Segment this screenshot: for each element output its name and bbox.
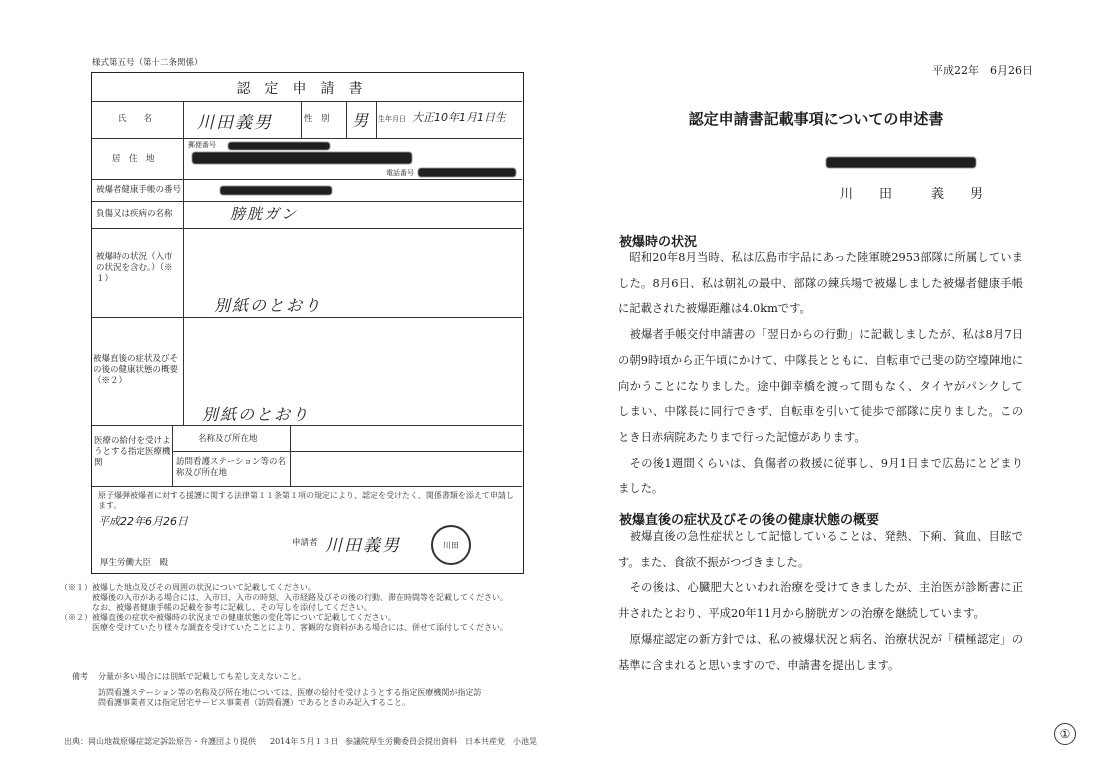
exposure-label: 被爆時の状況（入市の状況を含む。）（※１） [96,252,173,284]
note-line: 被爆後の入市がある場合には、入市日、入市の時刻、入市経路及びその後の行動、滞在時間等を記載してください。 [60,593,508,602]
name-value: 川田義男 [197,113,273,133]
address-label: 居 住 地 [112,154,155,164]
footer-material: 参議院厚生労働委員会提出資料 日本共産党 小池晃 [345,737,537,746]
birth-value: 大正10年1月1日生 [412,111,506,124]
visit-station-label: 訪問看護ステーション等の名称及び所在地 [176,457,286,478]
note-line: （※１）被爆した地点及びその周囲の状況について記載してください。 [60,583,316,592]
form-notes [60,583,530,633]
seal-stamp: 川田 [431,525,471,565]
remark-line: 訪問看護ステーション等の名称及び所在地については、医療の給付を受けようとする指定医療機関が指定訪 [98,688,482,697]
form-title: 認定申請書 [236,81,377,97]
remark-label: 備考 [72,672,88,681]
section-heading-health: 被爆直後の症状及びその後の健康状態の概要 [619,513,880,528]
birth-label: 生年月日 [378,115,406,123]
application-date: 平成22年6月26日 [98,515,188,528]
redaction-postal [228,142,330,150]
paragraph: その後1週間くらいは、負傷者の救援に従事し、9月1日まで広島にとどまりました。 [618,456,1023,496]
exposure-value: 別紙のとおり [214,296,323,315]
hospital-label: 医療の給付を受けようとする指定医療機関 [94,436,171,468]
footer-date: 2014年５月１３日 [270,737,339,746]
section-heading-exposure: 被爆時の状況 [619,235,698,250]
statement-title: 認定申請書記載事項についての申述書 [688,110,944,128]
injury-label: 負傷又は疾病の名称 [96,209,173,219]
sex-label: 性 別 [304,114,330,124]
paragraph: 昭和20年8月当時、私は広島市宇品にあった陸軍暁2953部隊に所属していました。8月6日、私は朝礼の最中、部隊の練兵場で被爆しました被爆者健康手帳に記載された被爆距離は4.0kmです。 [618,251,1023,316]
section-body-health [618,524,1023,678]
statement-name: 川 田 義 男 [840,187,984,202]
after-label: 被爆直後の症状及びその後の健康状態の概要（※２） [93,354,179,386]
paragraph: 原爆症認定の新方針では、私の被爆状況と病名、治療状況が「積極認定」の基準に含まれると思いますので、申請書を提出します。 [618,632,1023,672]
paragraph: 被爆直後の急性症状として記憶していることは、発熱、下痢、貧血、目眩です。また、食欲不振がつづきました。 [618,530,1023,569]
name-label: 氏 名 [118,114,153,124]
section-body-exposure [618,245,1023,502]
sex-value: 男 [352,111,371,130]
declaration: 原子爆弾被爆者に対する援護に関する法律第１１条第１項の規定により、認定を受けたく、関係書類を添えて申請します。 [98,491,514,510]
after-value: 別紙のとおり [202,405,311,424]
injury-value: 膀胱ガン [230,205,299,223]
redaction-statement-address [826,157,976,168]
note-line: （※２）被爆直後の症状や被爆時の状況までの健康状態の変化等について記載してください。 [60,613,396,622]
handbook-label: 被爆者健康手帳の番号 [96,185,182,195]
hospital-name-label: 名称及び所在地 [198,434,258,444]
form-remarks [98,672,528,708]
postal-label: 郵便番号 [188,141,216,149]
applicant-name: 川田義男 [325,536,401,556]
page-number: ① [1054,723,1076,745]
paragraph: 被爆者手帳交付申請書の「翌日からの行動」に記載しましたが、私は8月7日の朝9時頃から正午頃にかけて、中隊長とともに、自転車で己斐の防空壕陣地に向かうことになりました。途中御幸橋を渡って間もなく、タイヤがパンクしてしまい、中隊長に同行できず、自転車を引いて徒歩で部隊に戻りました。このとき日赤病院あたりまで行った記憶があります。 [618,328,1023,444]
remark-line: 分量が多い場合には別紙で記載しても差し支えないこと。 [98,672,306,681]
redaction-handbook [220,186,332,195]
footer-source: 出典：岡山地裁原爆症認定訴訟原告・弁護団より提供 [64,737,256,746]
redaction-address [192,152,412,164]
form-caption: 様式第五号（第十二条関係） [92,58,203,68]
phone-label: 電話番号 [386,169,414,177]
applicant-label: 申請者 [292,538,318,548]
remark-line: 問看護事業者又は指定居宅サービス事業者（訪問看護）であるときのみ記入すること。 [98,698,410,707]
redaction-phone [418,168,516,177]
addressee: 厚生労働大臣 殿 [100,558,169,568]
note-line: 医療を受けていたり様々な調査を受けていたことにより、客観的な資料がある場合には、併せて添付してください。 [60,623,508,632]
paragraph: その後は、心臓肥大といわれ治療を受けてきましたが、主治医が診断書に正井されたとおり、平成20年11月から膀胱ガンの治療を継続しています。 [618,581,1023,621]
statement-date: 平成22年 6月26日 [932,64,1033,77]
note-line: なお、被爆者健康手帳の記載を参考に記載し、その写しを添付してください。 [60,603,372,612]
